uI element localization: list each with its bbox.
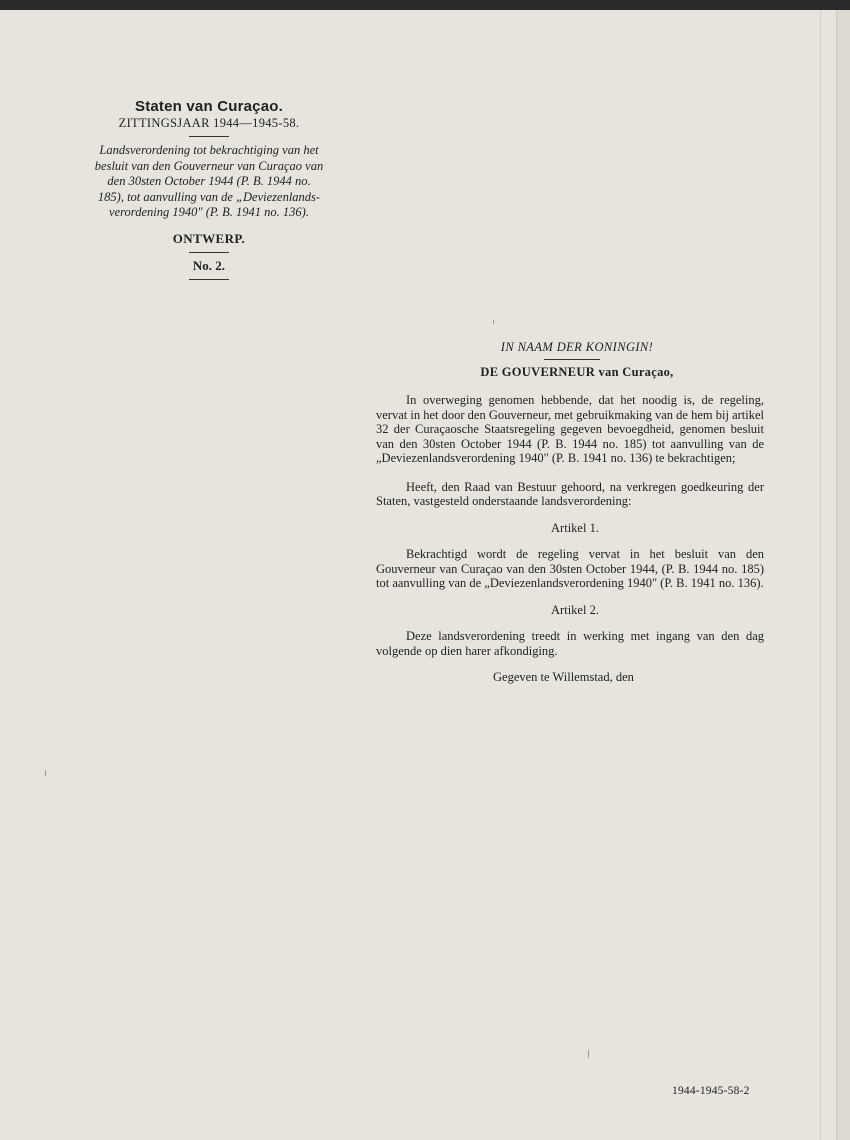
invocation: IN NAAM DER KONINGIN! [500,340,654,354]
header-divider [189,136,229,137]
page-right-edge [836,10,850,1140]
number-divider [189,279,229,280]
document-header [68,98,350,280]
closing-formula: Gegeven te Willemstad, den [493,670,634,684]
paper-speck [45,770,46,776]
session-year: ZITTINGSJAAR 1944—1945-58. [118,116,300,130]
subject-line: 185), tot aanvulling van de „Deviezenlands- [97,189,321,204]
page-fold-line [820,10,821,1140]
article-2-text: Deze landsverordening treedt in werking met ingang van den dag volgende op dien harer afkondiging. [376,629,764,658]
page-reference: 1944-1945-58-2 [672,1085,750,1097]
article-1-text: Bekrachtigd wordt de regeling vervat in het besluit van den Gouverneur van Curaçao van den 30sten October 1944, (P. B. 1944 no. 185) tot aanvulling van de „Deviezenlandsverordening 1940" (P. B. 1941 no. 136). [376,547,764,590]
paper-speck [493,320,494,324]
subject-line: verordening 1940" (P. B. 1941 no. 136). [109,205,309,219]
preamble-paragraph: In overweging genomen hebbende, dat het noodig is, de regeling, vervat in het door den Gouverneur, met gebruikmaking van de hem bij artikel 32 der Curaçaosche Staatsregeling gegeven bevoegdheid, genomen besluit van den 30sten October 1944 (P. B. 1944 no. 185) tot aanvulling van de „Deviezenlandsverordening 1940" (P. B. 1941 no. 136) te bekrachtigen; [376,393,764,465]
article-2-heading: Artikel 2. [551,602,599,617]
subject-line: besluit van den Gouverneur van Curaçao van [94,158,324,173]
subject-line: den 30sten October 1944 (P. B. 1944 no. [107,174,311,188]
ordinance-subject [68,143,350,221]
governor-heading: DE GOUVERNEUR van Curaçao, [480,364,674,379]
ordinance-body [376,340,764,685]
paper-speck [588,1050,589,1058]
invocation-divider [544,359,600,360]
organization-title: Staten van Curaçao. [134,98,283,115]
draft-label: ONTWERP. [172,230,246,246]
document-number: No. 2. [192,257,226,273]
draft-divider [189,252,229,253]
scan-top-border [0,0,850,10]
subject-line: Landsverordening tot bekrachtiging van het [99,143,319,157]
enactment-paragraph: Heeft, den Raad van Bestuur gehoord, na verkregen goedkeuring der Staten, vastgesteld onderstaande landsverordening: [376,479,764,508]
article-1-heading: Artikel 1. [551,520,599,535]
